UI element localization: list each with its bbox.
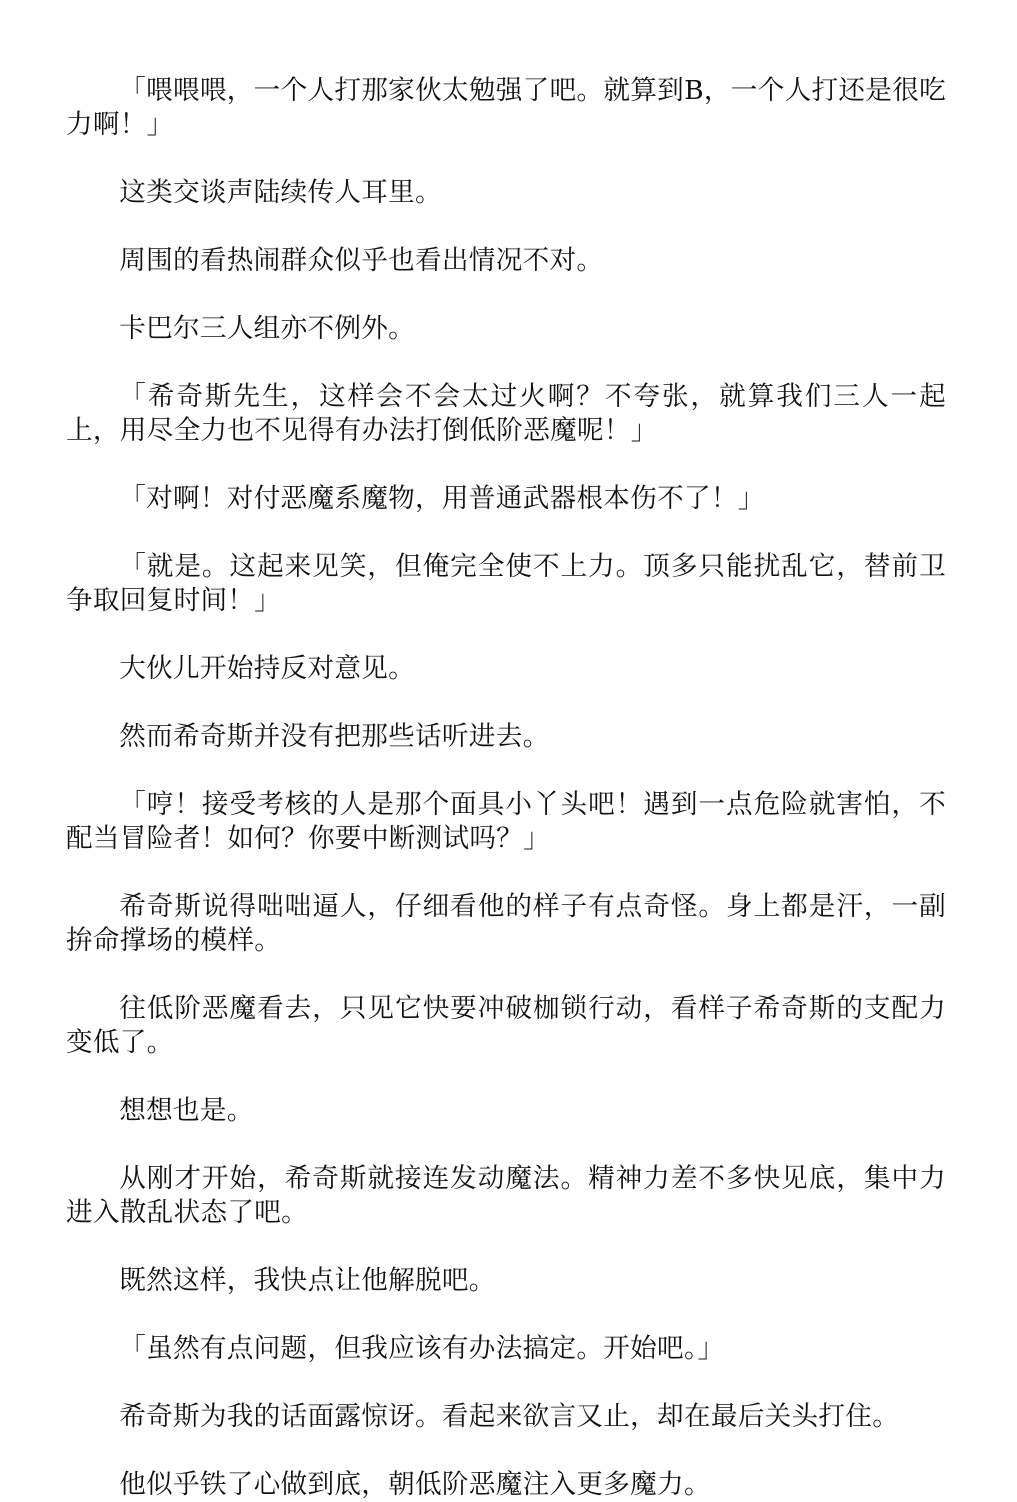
- paragraph-6: 「对啊！对付恶魔系魔物，用普通武器根本伤不了！」: [119, 483, 765, 514]
- paragraph-4: 卡巴尔三人组亦不例外。: [119, 313, 416, 344]
- paragraph-9: 然而希奇斯并没有把那些话听进去。: [119, 721, 550, 752]
- paragraph-15: 既然这样，我快点让他解脱吧。: [119, 1265, 496, 1296]
- paragraph-3: 周围的看热闹群众似乎也看出情况不对。: [119, 245, 604, 276]
- paragraph-18: 他似乎铁了心做到底，朝低阶恶魔注入更多魔力。: [119, 1469, 711, 1500]
- paragraph-11: 希奇斯说得咄咄逼人，仔细看他的样子有点奇怪。身上都是汗，一副拚命撑场的模样。: [66, 891, 946, 956]
- paragraph-7: 「就是。这起来见笑，但俺完全使不上力。顶多只能扰乱它，替前卫争取回复时间！」: [66, 551, 946, 616]
- document-page: [66, 74, 946, 1502]
- paragraph-8: 大伙儿开始持反对意见。: [119, 653, 416, 684]
- paragraph-16: 「虽然有点问题，但我应该有办法搞定。开始吧。」: [119, 1333, 725, 1364]
- paragraph-14: 从刚才开始，希奇斯就接连发动魔法。精神力差不多快见底，集中力进入散乱状态了吧。: [66, 1163, 946, 1228]
- paragraph-17: 希奇斯为我的话面露惊讶。看起来欲言又止，却在最后关头打住。: [119, 1401, 900, 1432]
- paragraph-1: 「喂喂喂，一个人打那家伙太勉强了吧。就算到B，一个人打还是很吃力啊！」: [66, 75, 946, 140]
- paragraph-5: 「希奇斯先生，这样会不会太过火啊？不夸张，就算我们三人一起上，用尽全力也不见得有办法打倒低阶恶魔呢！」: [66, 381, 946, 446]
- paragraph-13: 想想也是。: [119, 1095, 254, 1126]
- paragraph-2: 这类交谈声陆续传人耳里。: [119, 177, 442, 208]
- paragraph-10: 「哼！接受考核的人是那个面具小丫头吧！遇到一点危险就害怕，不配当冒险者！如何？你要中断测试吗？」: [66, 789, 946, 854]
- paragraph-12: 往低阶恶魔看去，只见它快要冲破枷锁行动，看样子希奇斯的支配力变低了。: [66, 993, 946, 1058]
